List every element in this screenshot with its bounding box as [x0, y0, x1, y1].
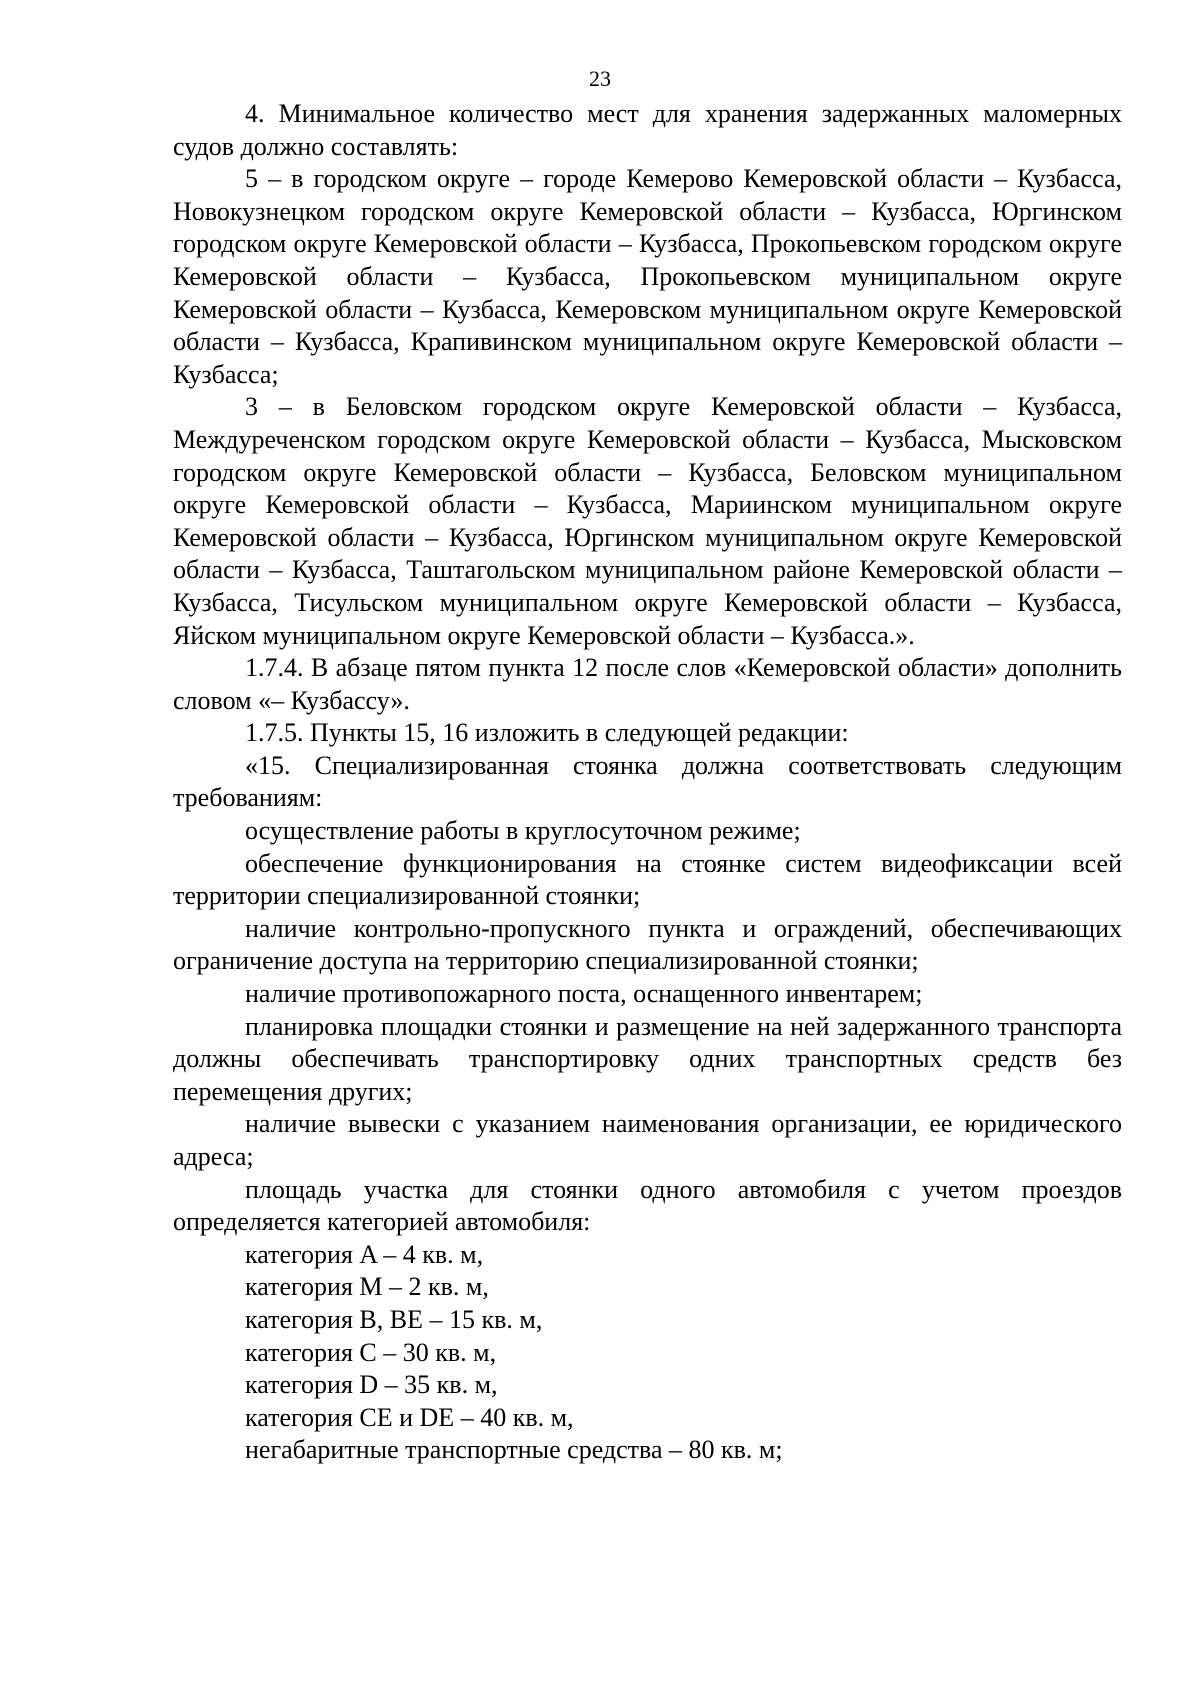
list-item-category-d: категория D – 35 кв. м,	[245, 1370, 498, 1400]
paragraph-five-places: 5 – в городском округе – городе Кемерово Кемеровской области – Кузбасса, Новокузнецком городском округе Кемеровской области – Кузбасса, Юргинском городском округе Кемеровской области – Кузбасса, Прокопьевском городском округе Кемеровской области – Кузбасса, Прокопьевском муниципальном округе Кемеровской области – Кузбасса, Кемеровском муниципальном округе Кемеровской области – Кузбасса, Крапивинском муниципальном округе Кемеровской области – Кузбасса;	[173, 164, 1122, 389]
paragraph-amendment-1-7-5: 1.7.5. Пункты 15, 16 изложить в следующей редакции:	[245, 718, 849, 748]
paragraph-item-15: «15. Специализированная стоянка должна соответствовать следующим требованиям:	[173, 750, 1122, 813]
paragraph-three-places: 3 – в Беловском городском округе Кемеровской области – Кузбасса, Междуреченском городском округе Кемеровской области – Кузбасса, Мысковском городском округе Кемеровской области – Кузбасса, Беловском муниципальном округе Кемеровской области – Кузбасса, Мариинском муниципальном округе Кемеровской области – Кузбасса, Юргинском муниципальном округе Кемеровской области – Кузбасса, Таштагольском муниципальном районе Кемеровской области – Кузбасса, Тисульском муниципальном округе Кемеровской области – Кузбасса, Яйском муниципальном округе Кемеровской области – Кузбасса.».	[173, 392, 1122, 650]
paragraph-min-places: 4. Минимальное количество мест для хранения задержанных маломерных судов должно составлять:	[173, 99, 1122, 161]
list-item-category-a: категория A – 4 кв. м,	[245, 1239, 484, 1269]
page-number: 23	[589, 66, 611, 91]
list-item-oversized: негабаритные транспортные средства – 80 кв. м;	[245, 1435, 783, 1465]
list-item-category-c: категория C – 30 кв. м,	[245, 1337, 497, 1367]
list-item-category-b-be: категория B, BE – 15 кв. м,	[245, 1304, 543, 1334]
requirement-video-surveillance: обеспечение функционирования на стоянке систем видеофиксации всей территории специализированной стоянки;	[173, 848, 1122, 911]
requirement-round-the-clock: осуществление работы в круглосуточном режиме;	[245, 816, 801, 846]
requirement-fire-post: наличие противопожарного поста, оснащенного инвентарем;	[245, 979, 923, 1009]
list-item-category-ce-de: категория CE и DE – 40 кв. м,	[245, 1402, 574, 1432]
list-item-category-m: категория M – 2 кв. м,	[245, 1272, 489, 1302]
requirement-layout: планировка площадки стоянки и размещение на ней задержанного транспорта должны обеспечивать транспортировку одних транспортных средств без перемещения других;	[173, 1011, 1122, 1106]
requirement-signboard: наличие вывески с указанием наименования организации, ее юридического адреса;	[173, 1109, 1122, 1171]
document-body	[173, 98, 1122, 1467]
requirement-area: площадь участка для стоянки одного автомобиля с учетом проездов определяется категорией автомобиля:	[173, 1174, 1122, 1237]
requirement-checkpoint: наличие контрольно-пропускного пункта и ограждений, обеспечивающих ограничение доступа на территорию специализированной стоянки;	[173, 913, 1122, 976]
paragraph-amendment-1-7-4: 1.7.4. В абзаце пятом пункта 12 после слов «Кемеровской области» дополнить словом «– Кузбассу».	[173, 653, 1122, 715]
